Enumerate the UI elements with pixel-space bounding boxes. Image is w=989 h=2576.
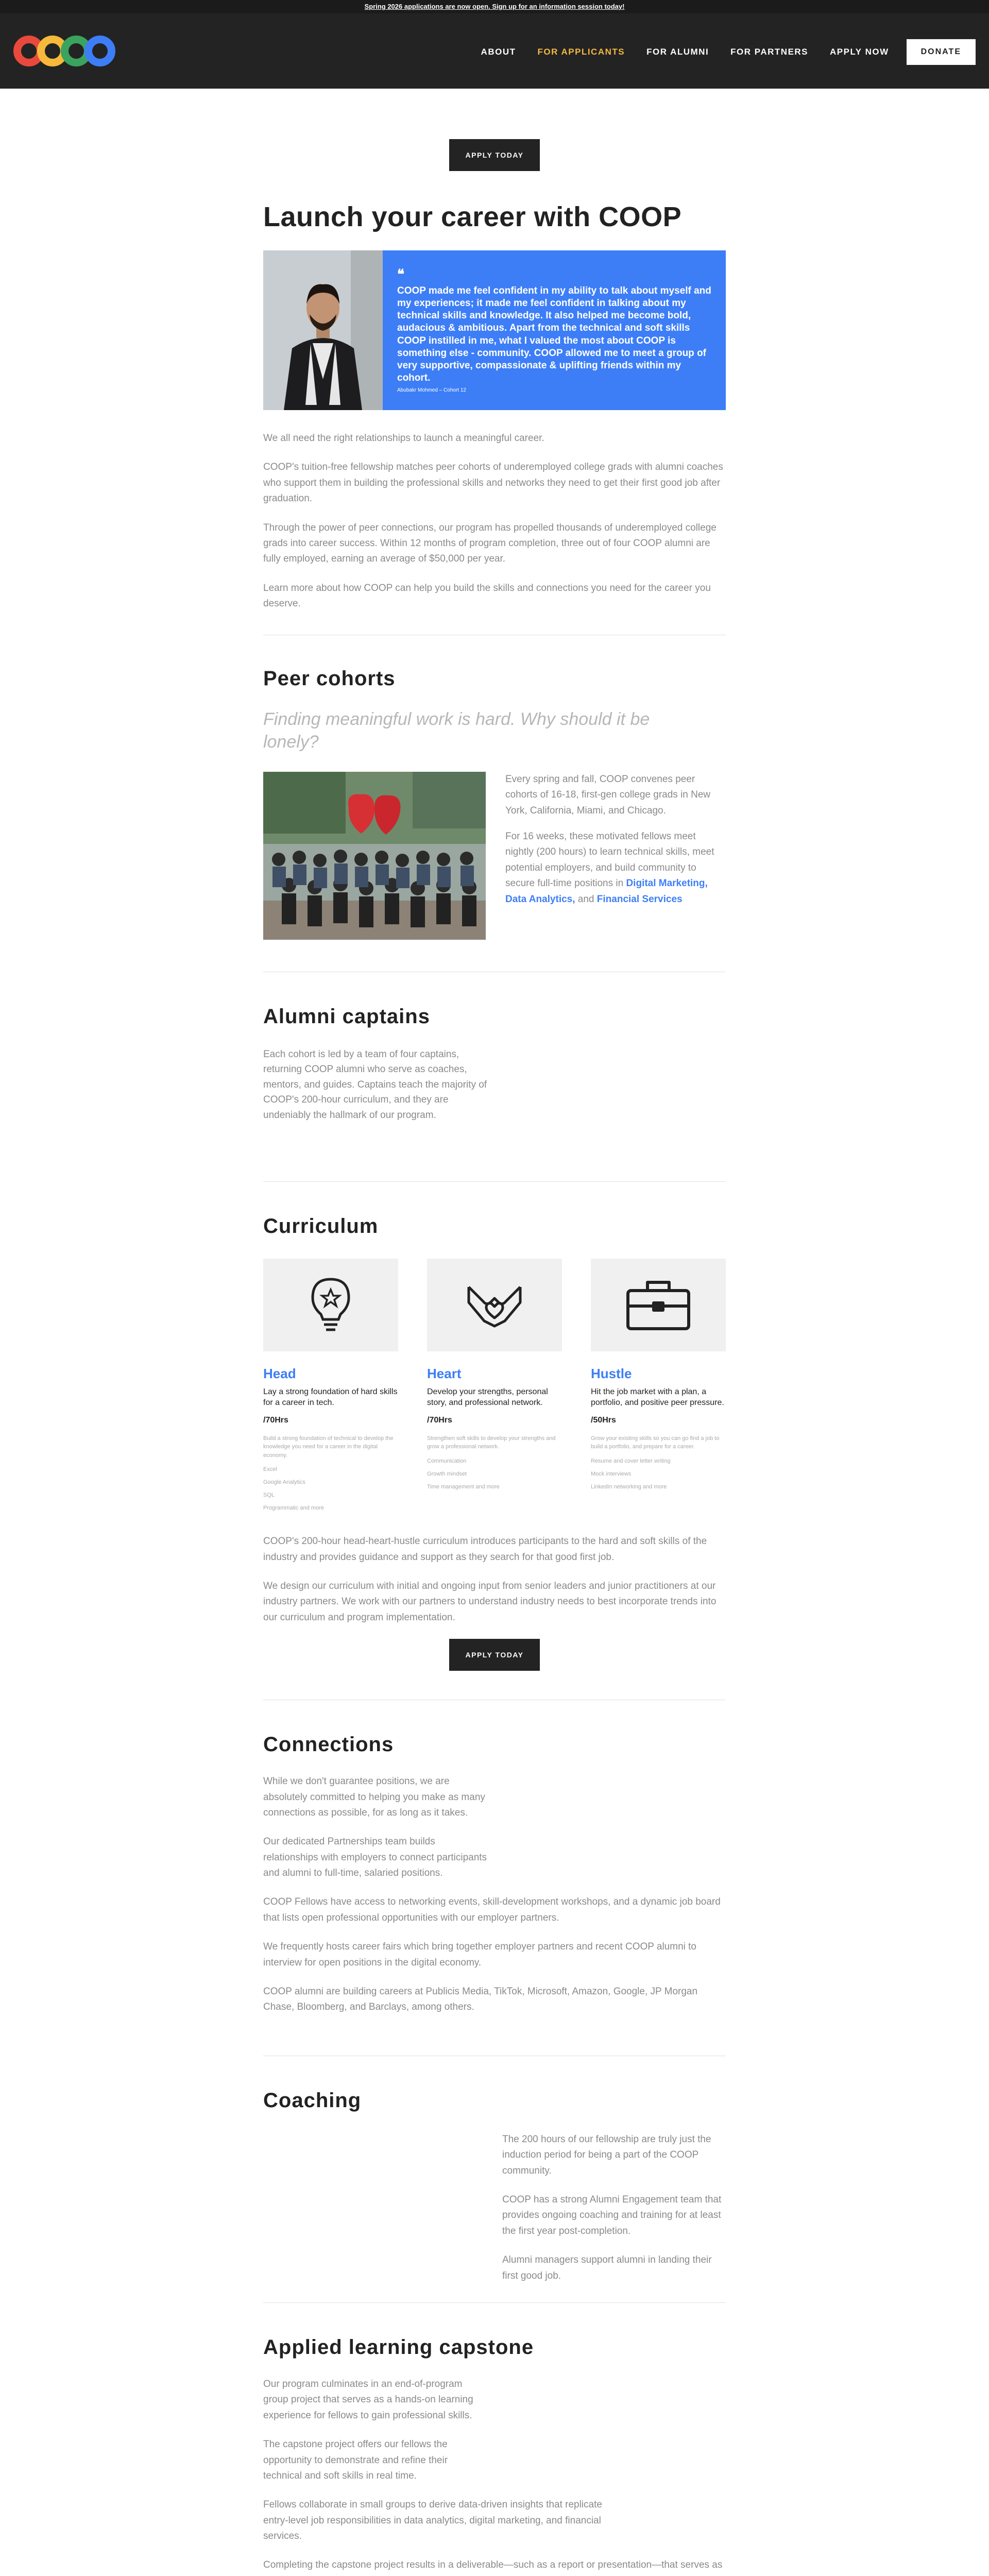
- curriculum-hustle-title: Hustle: [591, 1366, 632, 1382]
- curriculum-hustle-hours: /50Hrs: [591, 1415, 616, 1425]
- link-financial-services[interactable]: Financial Services: [596, 893, 683, 905]
- curriculum-hustle-desc: Hit the job market with a plan, a portfolio, and positive peer pressure.: [591, 1387, 724, 1407]
- cohort-group-photo: [263, 772, 486, 940]
- capstone-paragraph-4: Completing the capstone project results in a deliverable—such as a report or presentation—that serves as: [263, 2560, 723, 2571]
- list-item: Resume and cover letter writing: [591, 1458, 671, 1464]
- list-item: Google Analytics: [263, 1479, 305, 1486]
- capstone-paragraph-2: The capstone project offers our fellows the opportunity to demonstrate and refine their technical and soft skills in real time.: [263, 2439, 448, 2481]
- peer-cohorts-paragraph-2: [505, 829, 726, 907]
- list-item: Time management and more: [427, 1483, 500, 1490]
- connections-paragraph-1: While we don't guarantee positions, we are absolutely committed to helping you make as many connections as possible, for as long as it takes.: [263, 1776, 485, 1818]
- connections-title: Connections: [263, 1733, 394, 1756]
- coaching-paragraph-1: The 200 hours of our fellowship are truly just the induction period for being a part of the COOP community.: [502, 2133, 711, 2176]
- link-data-analytics[interactable]: Data Analytics,: [505, 893, 575, 905]
- alumni-captains-text: Each cohort is led by a team of four captains, returning COOP alumni who serve as coaches, mentors, and guides. Captains teach the majority of COOP's 200-hour curriculum, and they are undeniably the hallmark of our program.: [263, 1048, 487, 1121]
- hero-paragraph-2: COOP's tuition-free fellowship matches peer cohorts of underemployed college grads with alumni coaches who support them in building the professional skills and networks they need to get their first good job after graduation.: [263, 462, 723, 504]
- hero-paragraph-1: We all need the right relationships to launch a meaningful career.: [263, 433, 544, 444]
- capstone-title: Applied learning capstone: [263, 2335, 534, 2359]
- connections-paragraph-4: We frequently hosts career fairs which bring together employer partners and recent COOP alumni to interview for open positions in the digital economy.: [263, 1941, 696, 1968]
- curriculum-head-detail: Build a strong foundation of technical to develop the knowledge you need for a career in the digital economy.: [263, 1435, 394, 1459]
- curriculum-paragraph-2: We design our curriculum with initial and ongoing input from senior leaders and junior practitioners at our industry partners. We work with our partners to understand industry needs to best incorporate trends into our curriculum and program implementation.: [263, 1580, 717, 1623]
- testimonial-text: COOP made me feel confident in my ability to talk about myself and my experiences; it made me feel confident in talking about my technical skills and knowledge. It also helped me become bold, audacious & ambitious. Apart from the technical and soft skills COOP instilled in me, what I valued the most about COOP is something else - community. COOP allowed me to meet a group of very supportive, compassionate & uplifting friends within my cohort.: [397, 285, 711, 383]
- list-item: Communication: [427, 1458, 467, 1464]
- link-digital-marketing[interactable]: Digital Marketing,: [626, 878, 708, 889]
- nav-about[interactable]: ABOUT: [481, 47, 516, 57]
- coaching-title: Coaching: [263, 2089, 362, 2112]
- coaching-text: [502, 2132, 726, 2284]
- curriculum-hustle-list: [591, 1459, 726, 1490]
- announcement-banner[interactable]: Spring 2026 applications are now open. Sign up for an information session today!: [0, 0, 989, 13]
- curriculum-hustle-detail: Grow your existing skills so you can go find a job to build a portfolio, and prepare for a career.: [591, 1435, 720, 1450]
- peer-cohorts-row: [263, 772, 726, 940]
- nav-apply-now[interactable]: APPLY NOW: [830, 47, 889, 57]
- curriculum-card-hustle: [591, 1259, 726, 1518]
- curriculum-heart-hours: /70Hrs: [427, 1415, 452, 1425]
- nav-for-partners[interactable]: FOR PARTNERS: [730, 47, 809, 57]
- page-title: Launch your career with COOP: [263, 201, 682, 232]
- curriculum-card-head: [263, 1259, 398, 1518]
- curriculum-head-desc: Lay a strong foundation of hard skills for a career in tech.: [263, 1387, 398, 1407]
- coop-logo[interactable]: [13, 36, 108, 66]
- curriculum-heart-list: [427, 1459, 562, 1490]
- apply-today-button-top[interactable]: APPLY TODAY: [449, 139, 540, 171]
- peer-cohorts-title: Peer cohorts: [263, 667, 396, 690]
- apply-today-button-mid[interactable]: APPLY TODAY: [449, 1639, 540, 1671]
- peer-cohorts-paragraph-2-text: For 16 weeks, these motivated fellows meet nightly (200 hours) to learn technical skills, meet potential employers, and build community to secure full-time positions in: [505, 831, 714, 889]
- testimonial: [263, 250, 726, 410]
- testimonial-quote: [383, 250, 726, 410]
- site-header: [0, 13, 989, 89]
- curriculum-title: Curriculum: [263, 1215, 379, 1238]
- hero-paragraph-3: Through the power of peer connections, our program has propelled thousands of underemployed college grads into career success. Within 12 months of program completion, three out of four COOP alumni are fully employed, earning an average of $50,000 per year.: [263, 522, 717, 565]
- connections-paragraph-2: Our dedicated Partnerships team builds relationships with employers to connect participants and alumni to full-time, salaried positions.: [263, 1836, 487, 1879]
- peer-cohorts-text: [505, 772, 726, 940]
- peer-cohorts-subhead: Finding meaningful work is hard. Why should it be lonely?: [263, 709, 650, 752]
- heart-hands-icon: [427, 1259, 562, 1351]
- curriculum-head-title: Head: [263, 1366, 296, 1382]
- briefcase-icon: [591, 1259, 726, 1351]
- list-item: Excel: [263, 1466, 277, 1473]
- coaching-paragraph-2: COOP has a strong Alumni Engagement team that provides ongoing coaching and training for at least the first year post-completion.: [502, 2194, 722, 2236]
- logo-ring-blue: [84, 36, 115, 66]
- donate-button[interactable]: DONATE: [907, 39, 976, 65]
- nav-for-applicants[interactable]: FOR APPLICANTS: [537, 47, 625, 57]
- divider: [263, 1181, 726, 1182]
- connections-paragraph-5: COOP alumni are building careers at Publicis Media, TikTok, Microsoft, Amazon, Google, JP Morgan Chase, Bloomberg, and Barclays, among others.: [263, 1986, 698, 2013]
- curriculum-heart-title: Heart: [427, 1366, 462, 1382]
- peer-cohorts-paragraph-1: Every spring and fall, COOP convenes peer cohorts of 16-18, first-gen college grads in New York, California, Miami, and Chicago.: [505, 773, 711, 816]
- testimonial-photo: [263, 250, 383, 410]
- curriculum-cards: [263, 1259, 726, 1518]
- capstone-paragraph-1: Our program culminates in an end-of-program group project that serves as a hands-on learning experience for fellows to gain professional skills.: [263, 2378, 473, 2421]
- list-item: SQL: [263, 1492, 275, 1499]
- list-item: Growth mindset: [427, 1470, 467, 1477]
- alumni-captains-title: Alumni captains: [263, 1005, 430, 1028]
- curriculum-head-list: [263, 1467, 398, 1511]
- curriculum-card-heart: [427, 1259, 562, 1518]
- list-item: LinkedIn networking and more: [591, 1483, 667, 1490]
- nav-for-alumni[interactable]: FOR ALUMNI: [646, 47, 709, 57]
- lightbulb-icon: [263, 1259, 398, 1351]
- list-item: Programmatic and more: [263, 1505, 324, 1512]
- capstone-paragraph-3: Fellows collaborate in small groups to derive data-driven insights that replicate entry-level job responsibilities in data analytics, digital marketing, and financial services.: [263, 2499, 602, 2542]
- main-nav: [459, 39, 976, 65]
- curriculum-head-hours: /70Hrs: [263, 1415, 288, 1425]
- connections-paragraph-3: COOP Fellows have access to networking events, skill-development workshops, and a dynamic job board that lists open professional opportunities with our employer partners.: [263, 1896, 721, 1923]
- curriculum-heart-desc: Develop your strengths, personal story, and professional network.: [427, 1387, 548, 1407]
- testimonial-attribution: Abubakr Mohmed – Cohort 12: [397, 387, 466, 394]
- hero-paragraph-4: Learn more about how COOP can help you build the skills and connections you need for the career you deserve.: [263, 582, 711, 609]
- coaching-paragraph-3: Alumni managers support alumni in landing their first good job.: [502, 2255, 712, 2281]
- quote-icon: ❝: [397, 266, 404, 282]
- curriculum-paragraph-1: COOP's 200-hour head-heart-hustle curriculum introduces participants to the hard and soft skills of the industry and provides guidance and support as they search for that good first job.: [263, 1536, 707, 1563]
- peer-cohorts-and: and: [577, 893, 594, 905]
- list-item: Mock interviews: [591, 1470, 632, 1477]
- curriculum-heart-detail: Strengthen soft skills to develop your strengths and grow a professional network.: [427, 1435, 556, 1450]
- divider: [263, 2302, 726, 2303]
- main-content: [263, 89, 726, 2576]
